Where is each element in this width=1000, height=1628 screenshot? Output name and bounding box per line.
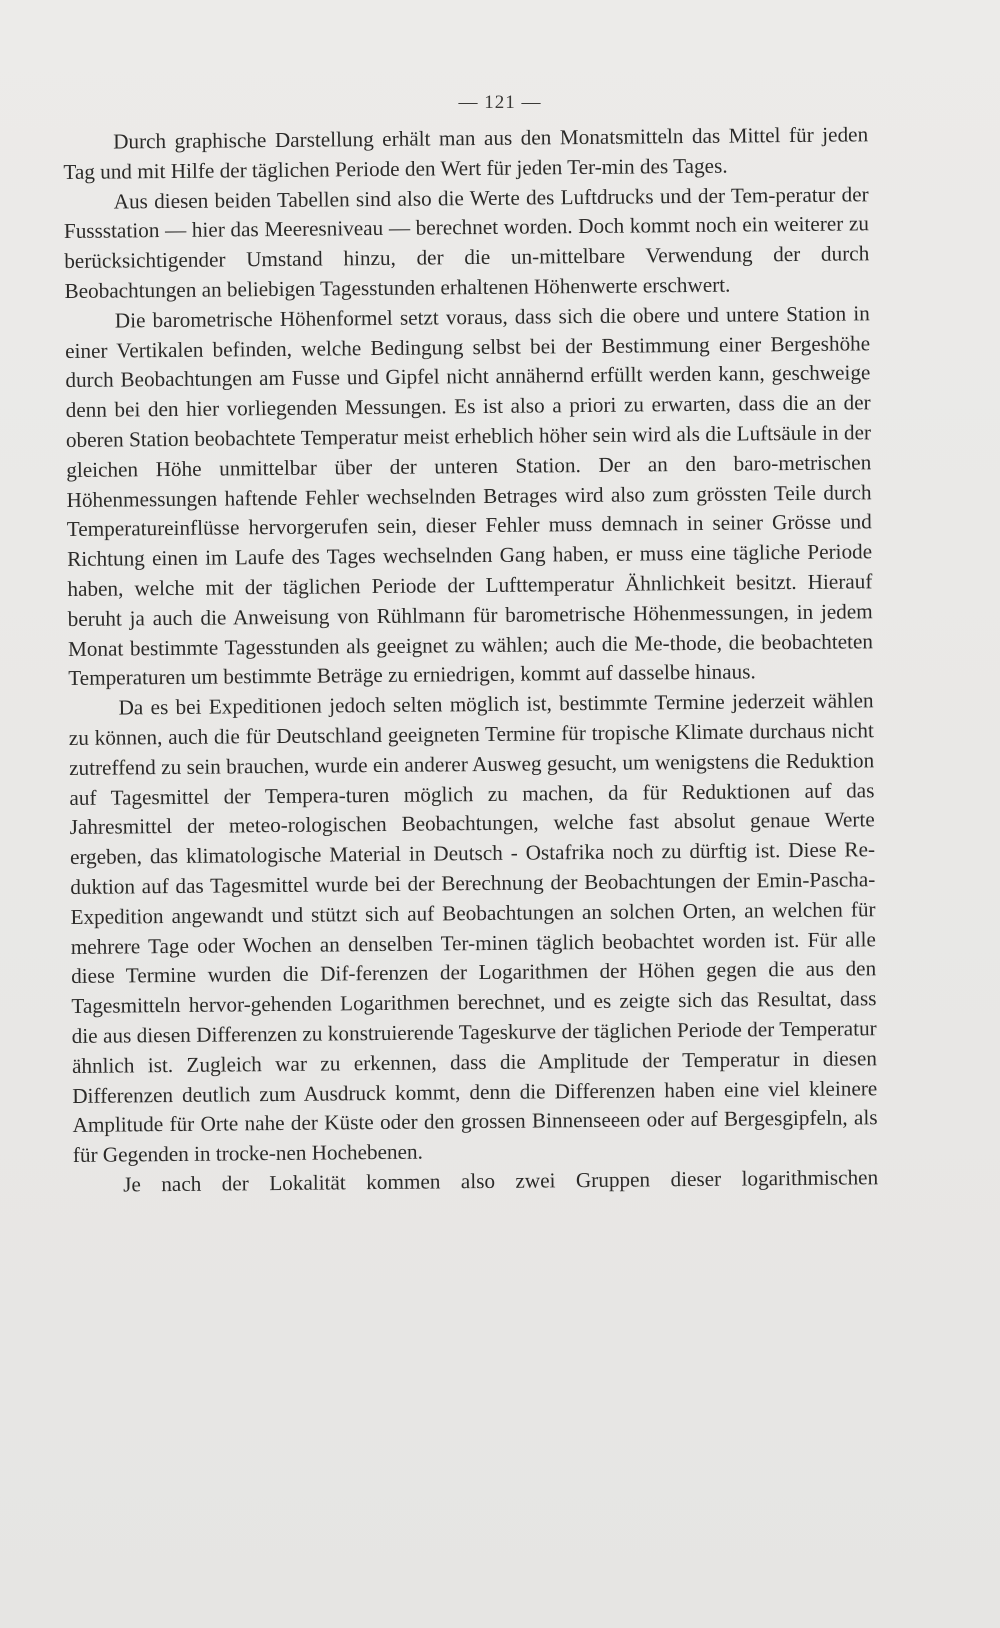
paragraph-5: Je nach der Lokalität kommen also zwei Gruppen dieser logarithmischen bbox=[123, 1165, 879, 1197]
page-number: — 121 — bbox=[458, 92, 542, 113]
paragraph-2: Aus diesen beiden Tabellen sind also die Werte des Luftdrucks und der Tem-peratur der Fussstation — hier das Meeresniveau — berechnet worden. Doch kommt noch ein weiterer zu berücksichtigender Umstand hinzu, der die un-mittelbare Verwendung der durch Beobachtungen an beliebigen Tagesstunden erhaltenen Höhenwerte erschwert. bbox=[63, 181, 870, 303]
paragraph-4: Da es bei Expeditionen jedoch selten möglich ist, bestimmte Termine jederzeit wählen zu können, auch die für Deutschland geeigneten Termine für tropische Klimate durchaus nicht zutreffend zu sein brauchen, wurde ein anderer Ausweg gesucht, um wenigstens die Reduktion auf Tagesmittel der Tempera-turen möglich zu machen, da für Reduktionen auf das Jahresmittel der meteo-rologischen Beobachtungen, welche fast absolut genaue Werte ergeben, das klimatologische Material in Deutsch - Ostafrika noch zu dürftig ist. Diese Re-duktion auf das Tagesmittel wurde bei der Berechnung der Beobachtungen der Emin-Pascha-Expedition angewandt und stützt sich auf Beobachtungen an solchen Orten, an welchen für mehrere Tage oder Wochen an denselben Ter-minen täglich beobachtet worden ist. Für alle diese Termine wurden die Dif-ferenzen der Logarithmen der Höhen gegen die aus den Tagesmitteln hervor-gehenden Logarithmen berechnet, und es zeigte sich das Resultat, dass die aus diesen Differenzen zu konstruierende Tageskurve der täglichen Periode der Temperatur ähnlich ist. Zugleich war zu erkennen, dass die Amplitude der Temperatur in diesen Differenzen deutlich zum Ausdruck kommt, denn die Differenzen haben eine viel kleinere Amplitude für Orte nahe der Küste oder den grossen Binnenseeen oder auf Bergesgipfeln, als für Gegenden in trocke-nen Hochebenen. bbox=[68, 688, 878, 1168]
paragraph-3: Die barometrische Höhenformel setzt voraus, dass sich die obere und untere Station in einer Vertikalen befinden, welche Bedingung selbst bei der Bestimmung einer Bergeshöhe durch Beobachtungen am Fusse und Gipfel nicht annähernd erfüllt werden kann, geschweige denn bei den hier vorliegenden Messungen. Es ist also a priori zu erwarten, dass die an der oberen Station beobachtete Temperatur meist erheblich höher sein wird als die Luftsäule in der gleichen Höhe unmittelbar über der unteren Station. Der an den baro-metrischen Höhenmessungen haftende Fehler wechselnden Betrages wird also zum grössten Teile durch Temperatureinflüsse hervorgerufen sein, dieser Fehler muss demnach in seiner Grösse und Richtung einen im Laufe des Tages wechselnden Gang haben, er muss eine tägliche Periode haben, welche mit der täglichen Periode der Lufttemperatur Ähnlichkeit besitzt. Hierauf beruht ja auch die Anweisung von Rühlmann für barometrische Höhenmessungen, in jedem Monat bestimmte Tagesstunden als geeignet zu wählen; auch die Me-thode, die beobachteten Temperaturen um bestimmte Beträge zu erniedrigen, kommt auf dasselbe hinaus. bbox=[65, 301, 874, 691]
body-text bbox=[63, 120, 878, 1200]
paragraph-1: Durch graphische Darstellung erhält man aus den Monatsmitteln das Mittel für jeden Tag und mit Hilfe der täglichen Periode den Wert für jeden Ter-min des Tages. bbox=[63, 122, 869, 184]
